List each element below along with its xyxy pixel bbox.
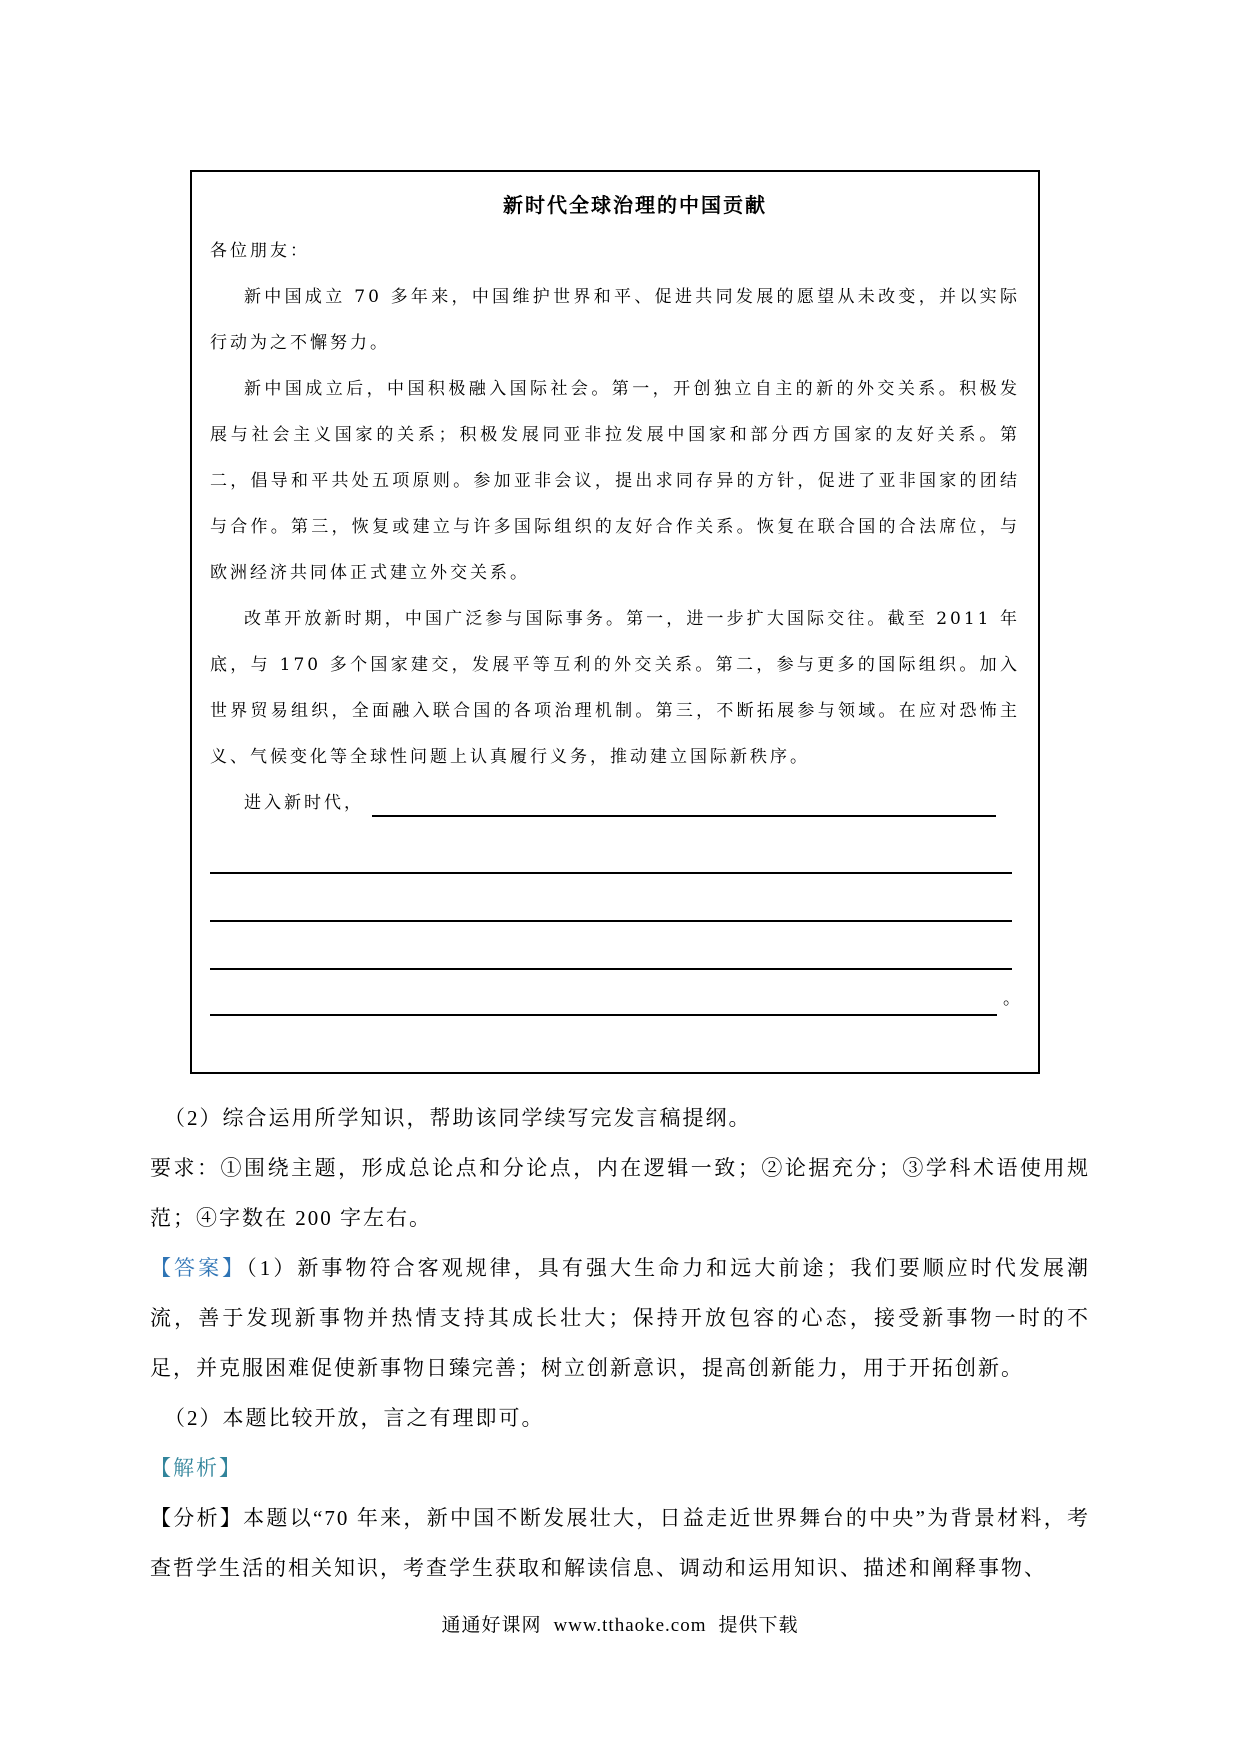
analysis-paragraph: [150, 1493, 1090, 1593]
fill-in-row: [210, 780, 1020, 826]
speech-paragraph-1: 新中国成立 70 多年来，中国维护世界和平、促进共同发展的愿望从未改变，并以实际行动为之不懈努力。: [210, 287, 1020, 353]
blank-answer-line-last: [210, 970, 1020, 1016]
requirements-text: 要求：①围绕主题，形成总论点和分论点，内在逻辑一致；②论据充分；③学科术语使用规范；④字数在 200 字左右。: [150, 1156, 1090, 1230]
blank-answer-line: [210, 922, 1012, 970]
footer-download-suffix: 提供下载: [718, 1615, 799, 1636]
explanation-section-label: 【解析】: [150, 1456, 242, 1480]
speech-title: 新时代全球治理的中国贡献: [503, 193, 767, 217]
blank-answer-line: [210, 874, 1012, 922]
speech-paragraph-3: 改革开放新时期，中国广泛参与国际事务。第一，进一步扩大国际交往。截至 2011 年底，与 170 多个国家建交，发展平等互利的外交关系。第二，参与更多的国际组织。加入世界贸易组织，全面融入联合国的各项治理机制。第三，不断拓展参与领域。在应对恐怖主义、气候变化等全球性问题上认真履行义务，推动建立国际新秩序。: [210, 609, 1020, 767]
fill-in-blank-line: [372, 815, 996, 817]
speech-paragraph-2: 新中国成立后，中国积极融入国际社会。第一，开创独立自主的新的外交关系。积极发展与社会主义国家的关系；积极发展同亚非拉发展中国家和部分西方国家的友好关系。第二，倡导和平共处五项原则。参加亚非会议，提出求同存异的方针，促进了亚非国家的团结与合作。第三，恢复或建立与许多国际组织的友好合作关系。恢复在联合国的合法席位，与欧洲经济共同体正式建立外交关系。: [210, 379, 1020, 583]
explanation-section-heading: [150, 1443, 1090, 1493]
speech-salutation: 各位朋友：: [210, 241, 310, 261]
answer-label: 【答案】: [150, 1256, 247, 1280]
answer-paragraph-2: （2）本题比较开放，言之有理即可。: [164, 1406, 545, 1430]
question-part2-text: （2）综合运用所学知识，帮助该同学续写完发言稿提纲。: [164, 1106, 752, 1130]
question-answer-section: [150, 1093, 1090, 1593]
answer-paragraph-1: [150, 1243, 1090, 1393]
blank-answer-line: [210, 1014, 997, 1016]
footer-url: www.tthaoke.com: [553, 1615, 707, 1636]
speech-draft-box: [190, 170, 1040, 1074]
page-footer: [0, 1610, 1240, 1637]
footer-site-name: 通通好课网: [441, 1615, 542, 1636]
blank-answer-line: [210, 826, 1012, 874]
answer-part1-text: （1）新事物符合客观规律，具有强大生命力和远大前途；我们要顺应时代发展潮流，善于发现新事物并热情支持其成长壮大；保持开放包容的心态，接受新事物一时的不足，并克服困难促使新事物日臻完善；树立创新意识，提高创新能力，用于开拓创新。: [150, 1256, 1091, 1380]
closing-period: 。: [1003, 989, 1020, 1009]
fill-in-lead-text: 进入新时代，: [244, 793, 364, 813]
analysis-label: 【分析】: [150, 1506, 244, 1530]
analysis-text: 本题以“70 年来，新中国不断发展壮大，日益走近世界舞台的中央”为背景材料，考查哲学生活的相关知识，考查学生获取和解读信息、调动和运用知识、描述和阐释事物、: [150, 1506, 1090, 1580]
